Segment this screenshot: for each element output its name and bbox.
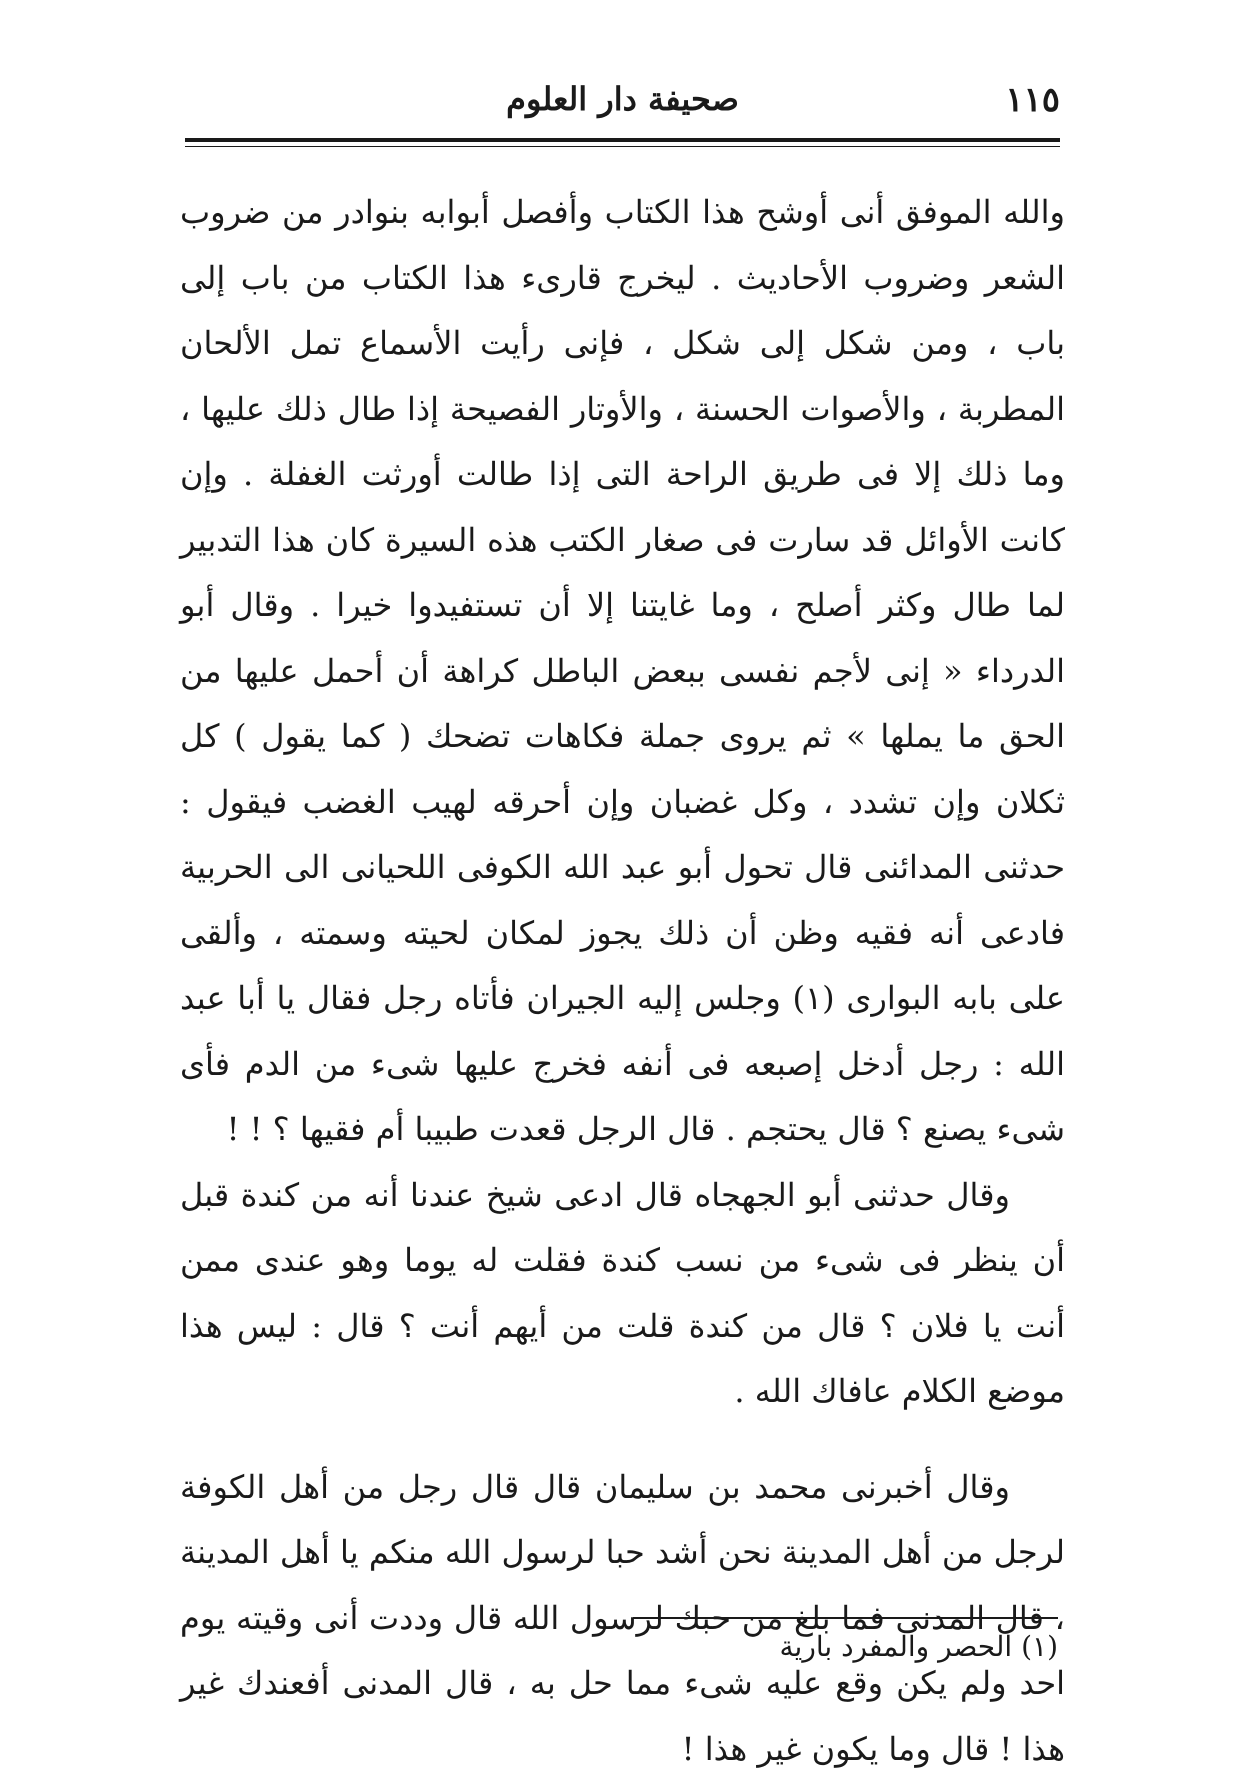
header-rule-thin <box>185 146 1060 147</box>
paragraph-1: والله الموفق أنى أوشح هذا الكتاب وأفصل أبوابه بنوادر من ضروب الشعر وضروب الأحاديث . ليخرج قارىء هذا الكتاب من باب إلى باب ، ومن شكل إلى شكل ، فإنى رأيت الأسماع تمل الألحان المطربة ، والأصوات الحسنة ، والأوتار الفصيحة إذا طال ذلك عليها ، وما ذلك إلا فى طريق الراحة التى إذا طالت أورثت الغفلة . وإن كانت الأوائل قد سارت فى صغار الكتب هذه السيرة كان هذا التدبير لما طال وكثر أصلح ، وما غايتنا إلا أن تستفيدوا خيرا . وقال أبو الدرداء « إنى لأجم نفسى ببعض الباطل كراهة أن أحمل عليها من الحق ما يملها » ثم يروى جملة فكاهات تضحك ( كما يقول ) كل ثكلان وإن تشدد ، وكل غضبان وإن أحرقه لهيب الغضب فيقول : حدثنى المدائنى قال تحول أبو عبد الله الكوفى اللحيانى الى الحربية فادعى أنه فقيه وظن أن ذلك يجوز لمكان لحيته وسمته ، وألقى على بابه البوارى (١) وجلس إليه الجيران فأتاه رجل فقال يا أبا عبد الله : رجل أدخل إصبعه فى أنفه فخرج عليها شىء من الدم فأى شىء يصنع ؟ قال يحتجم . قال الرجل قعدت طبيبا أم فقيها ؟ ! ! <box>180 180 1065 1163</box>
header-rule-thick <box>185 138 1060 142</box>
footnote: (١) الحصر والمفرد بارية <box>628 1625 1058 1669</box>
paragraph-3: وقال أخبرنى محمد بن سليمان قال قال رجل من أهل الكوفة لرجل من أهل المدينة نحن أشد حبا لرسول الله منكم يا أهل المدينة ، قال المدنى فما بلغ من حبك لرسول الله قال وددت أنى وقيته يوم احد ولم يكن وقع عليه شىء مما حل به ، قال المدنى أفعندك غير هذا ! قال وما يكون غير هذا ! <box>180 1455 1065 1782</box>
paragraph-2: وقال حدثنى أبو الجهجاه قال ادعى شيخ عندنا أنه من كندة قبل أن ينظر فى شىء من نسب كندة فقلت له يوما وهو عندى ممن أنت يا فلان ؟ قال من كندة قلت من أيهم أنت ؟ قال : ليس هذا موضع الكلام عافاك الله . <box>180 1163 1065 1425</box>
page-header <box>185 80 1060 130</box>
body-text <box>180 180 1065 1782</box>
footnote-rule <box>633 1617 1058 1619</box>
running-title: صحيفة دار العلوم <box>185 80 1060 118</box>
page-number: ١١٥ <box>1005 80 1060 120</box>
